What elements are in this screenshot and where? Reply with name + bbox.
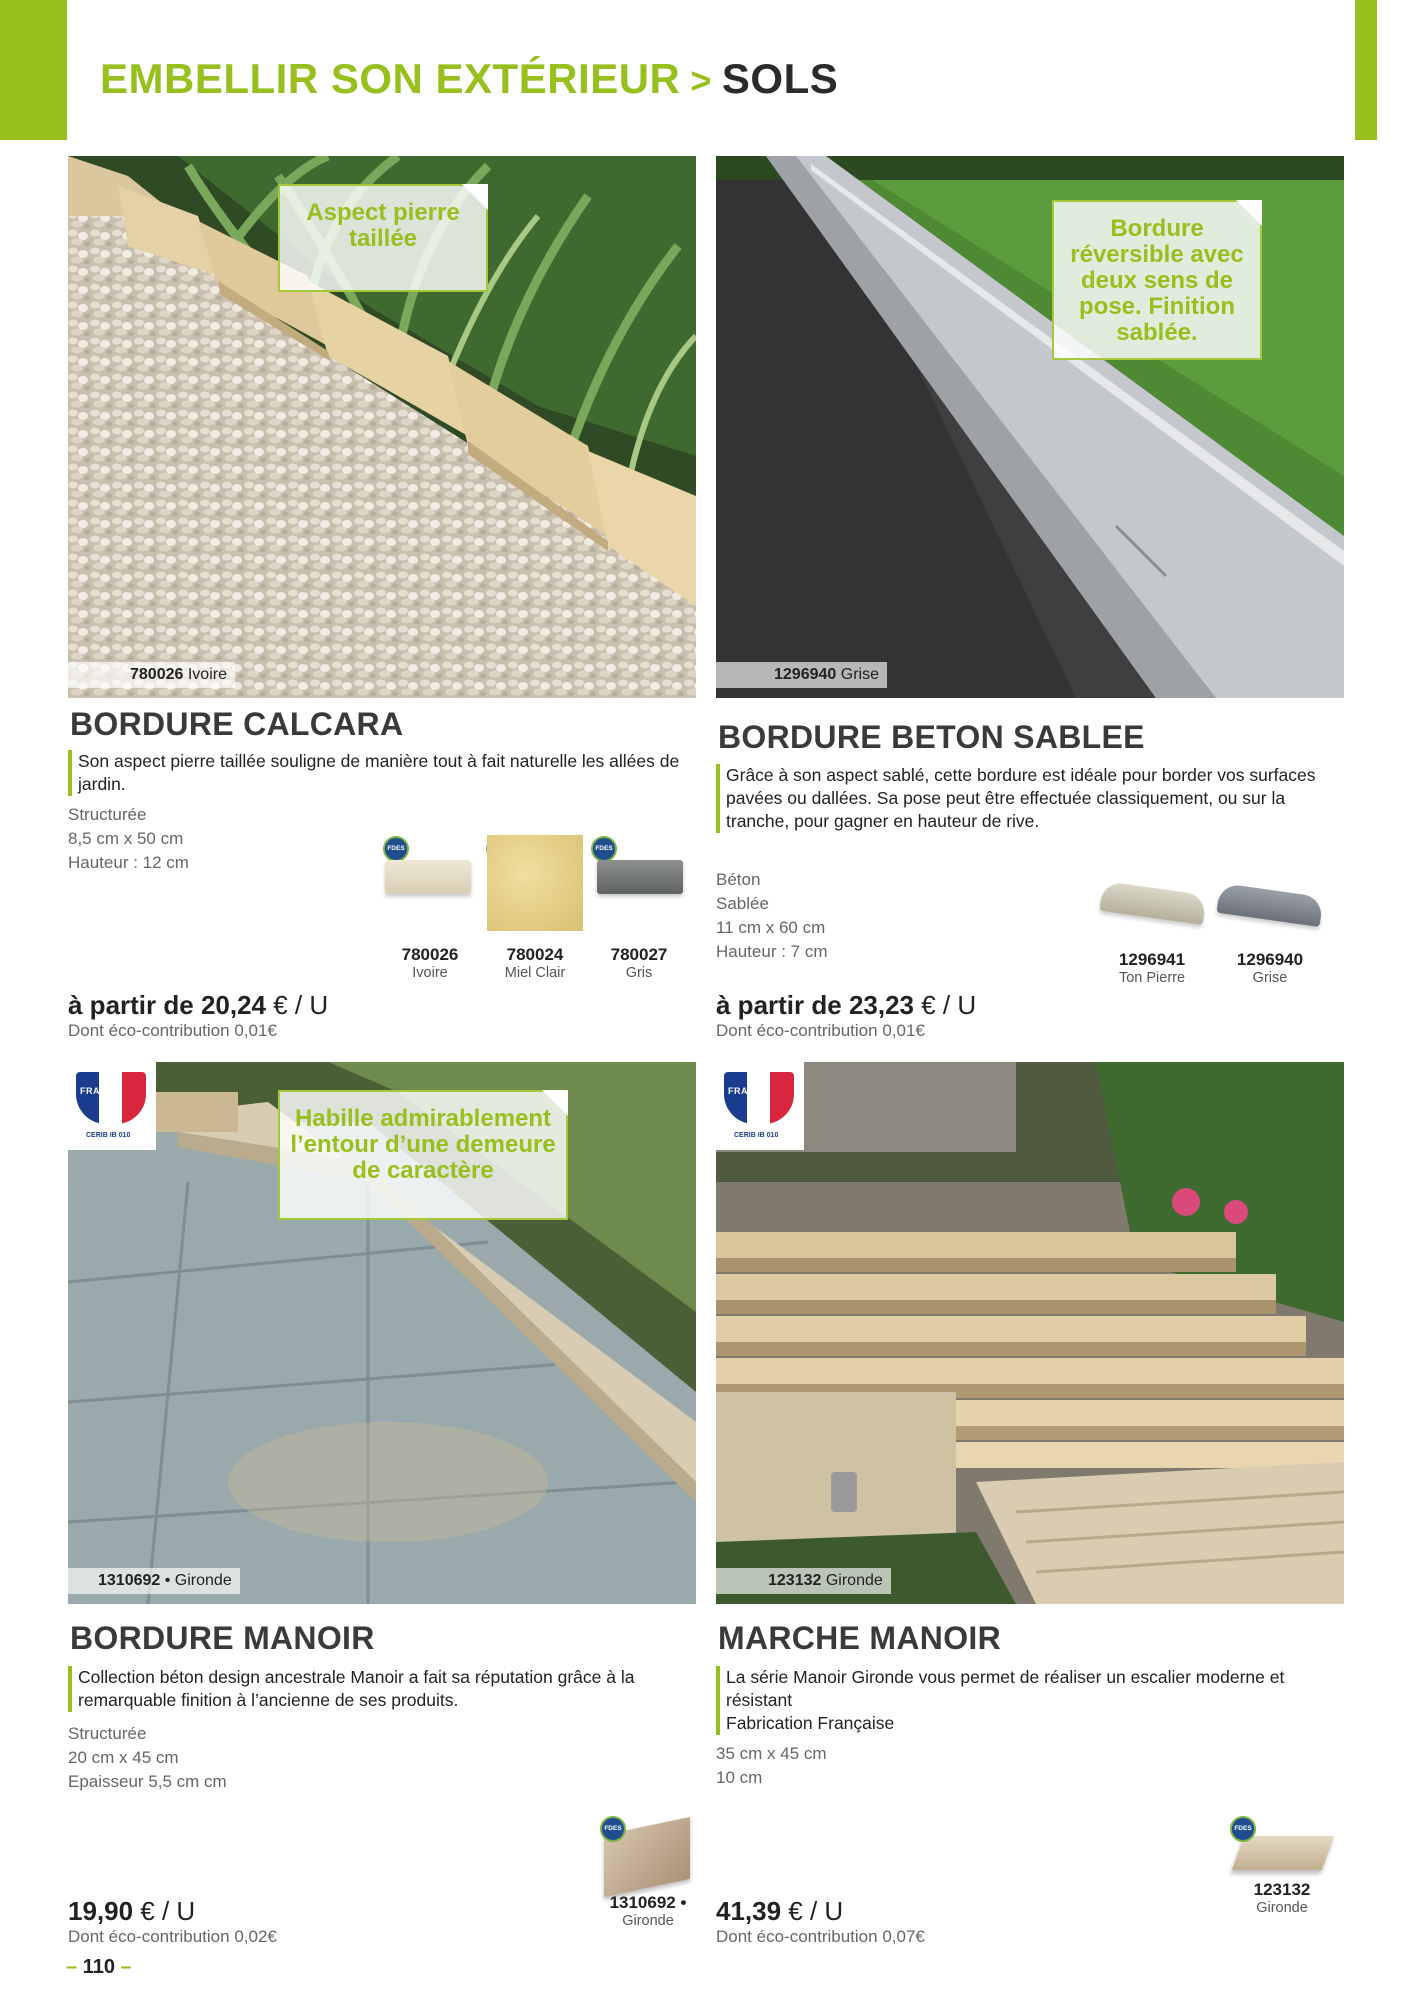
- photo-caption: [716, 1568, 891, 1594]
- variant-name: Miel Clair: [504, 965, 566, 981]
- variant-name: Grise: [1252, 970, 1288, 986]
- photo-variant: Gironde: [825, 1572, 883, 1589]
- fdes-icon: FDES: [600, 1816, 626, 1842]
- product-title: BORDURE BETON SABLEE: [718, 719, 1145, 755]
- france-label: FRANCE: [728, 1086, 769, 1096]
- variant-name: Ton Pierre: [1118, 970, 1186, 986]
- product-price: [716, 1896, 843, 1927]
- page-number-value: 110: [82, 1956, 115, 1978]
- description-origin: Fabrication Française: [726, 1713, 895, 1733]
- product-description: Son aspect pierre taillée souligne de manière tout à fait naturelle les allées de jardin.: [68, 750, 693, 796]
- fdes-icon: FDES: [383, 836, 409, 862]
- feature-badge: Habille admirablement l’entour d’une demeure de caractère: [278, 1090, 568, 1220]
- product-specs: [68, 803, 189, 875]
- spec-line: Hauteur : 12 cm: [68, 853, 189, 872]
- feature-badge: Aspect pierre taillée: [278, 184, 488, 292]
- price-unit: € / U: [266, 990, 329, 1020]
- page-title: [100, 55, 838, 103]
- description-text: La série Manoir Gironde vous permet de réaliser un escalier moderne et résistant: [726, 1667, 1285, 1710]
- photo-caption: [68, 662, 235, 688]
- france-flag-icon: [76, 1072, 146, 1124]
- price-unit: € / U: [914, 990, 977, 1020]
- photo-variant: Grise: [840, 666, 879, 683]
- variant-swatch-grise: [1216, 883, 1323, 927]
- eco-contribution: Dont éco-contribution 0,01€: [716, 1021, 925, 1040]
- spec-line: Structurée: [68, 805, 147, 824]
- spec-line: 8,5 cm x 50 cm: [68, 829, 184, 848]
- eco-contribution: Dont éco-contribution 0,02€: [68, 1927, 277, 1946]
- breadcrumb-separator: >: [690, 60, 712, 101]
- spec-line: Epaisseur 5,5 cm cm: [68, 1772, 227, 1791]
- spec-line: 10 cm: [716, 1768, 763, 1787]
- product-photo-beton-sablee: [716, 156, 1344, 698]
- product-specs: [716, 868, 828, 964]
- photo-variant: Ivoire: [187, 666, 227, 683]
- photo-code: 123132: [768, 1572, 822, 1589]
- france-cerib-logo: [68, 1062, 156, 1150]
- product-title: BORDURE CALCARA: [70, 706, 404, 742]
- spec-line: Béton: [716, 870, 761, 889]
- variant-name: Gris: [625, 965, 653, 981]
- spec-line: Structurée: [68, 1724, 147, 1743]
- product-title: BORDURE MANOIR: [70, 1620, 375, 1656]
- variant-code: 780027: [610, 945, 668, 964]
- variant-label: [490, 945, 580, 981]
- variant-code: 780026: [401, 945, 459, 964]
- fdes-icon: FDES: [591, 836, 617, 862]
- product-description: Collection béton design ancestrale Manoir a fait sa réputation grâce à la remarquable finition à l’ancienne de ses produits.: [68, 1666, 693, 1712]
- header-accent-right: [1355, 0, 1377, 140]
- page-number: [66, 1956, 132, 1979]
- photo-code: 780026: [130, 666, 184, 683]
- price-prefix: à partir de: [716, 990, 849, 1020]
- product-specs: [716, 1742, 827, 1790]
- product-title: MARCHE MANOIR: [718, 1620, 1001, 1656]
- variant-label: [388, 945, 472, 981]
- photo-caption: [68, 1568, 240, 1594]
- spec-line: Sablée: [716, 894, 769, 913]
- page-dash: –: [120, 1956, 132, 1978]
- product-price: [68, 1896, 195, 1927]
- variant-label: [1236, 1880, 1328, 1916]
- price-prefix: à partir de: [68, 990, 201, 1020]
- spec-line: 20 cm x 45 cm: [68, 1748, 179, 1767]
- steps-illustration: [716, 1062, 1344, 1604]
- variant-swatch-gris: [597, 860, 683, 894]
- variant-name: Gironde: [622, 1913, 674, 1929]
- price-value: 20,24: [200, 990, 267, 1020]
- variant-label: [600, 1893, 696, 1929]
- price-unit: € / U: [781, 1896, 844, 1926]
- variant-code: 1310692 •: [609, 1893, 687, 1912]
- price-unit: € / U: [133, 1896, 196, 1926]
- photo-caption: [716, 662, 887, 688]
- variant-label: [1224, 950, 1316, 986]
- variant-swatch-ton-pierre: [1099, 881, 1206, 925]
- cerib-label: CERIB IB 010: [86, 1132, 131, 1139]
- product-price: [716, 990, 976, 1021]
- variant-code: 1296941: [1118, 950, 1186, 969]
- photo-variant: • Gironde: [164, 1572, 232, 1589]
- variant-code: 780024: [506, 945, 564, 964]
- variant-swatch-miel-clair: [487, 835, 583, 931]
- spec-line: Hauteur : 7 cm: [716, 942, 828, 961]
- subsection-title: SOLS: [721, 55, 839, 102]
- eco-contribution: Dont éco-contribution 0,07€: [716, 1927, 925, 1946]
- variant-name: Ivoire: [412, 965, 448, 981]
- product-description: [716, 1666, 1336, 1735]
- eco-contribution: Dont éco-contribution 0,01€: [68, 1021, 277, 1040]
- variant-label: [597, 945, 681, 981]
- variant-name: Gironde: [1256, 1900, 1308, 1916]
- header-accent-left: [0, 0, 67, 140]
- product-description: Grâce à son aspect sablé, cette bordure est idéale pour border vos surfaces pavées ou dallées. Sa pose peut être effectuée classiquement, ou sur la tranche, pour gagner en hauteur de rive.: [716, 764, 1352, 833]
- variant-code: 123132: [1253, 1880, 1311, 1899]
- france-flag-icon: [724, 1072, 794, 1124]
- spec-line: 35 cm x 45 cm: [716, 1744, 827, 1763]
- feature-badge: Bordure réversible avec deux sens de pose. Finition sablée.: [1052, 200, 1262, 360]
- fdes-icon: FDES: [1230, 1816, 1256, 1842]
- photo-code: 1310692: [98, 1572, 161, 1589]
- page-dash: –: [66, 1956, 78, 1978]
- price-value: 23,23: [848, 990, 915, 1020]
- variant-swatch-ivoire: [385, 860, 471, 894]
- section-title: EMBELLIR SON EXTÉRIEUR: [100, 55, 681, 102]
- product-photo-bordure-manoir: [68, 1062, 696, 1604]
- price-value: 19,90: [68, 1896, 134, 1926]
- spec-line: 11 cm x 60 cm: [716, 918, 826, 937]
- france-cerib-logo: [716, 1062, 804, 1150]
- product-photo-marche-manoir: [716, 1062, 1344, 1604]
- product-photo-calcara: [68, 156, 696, 698]
- variant-label: [1106, 950, 1198, 986]
- photo-code: 1296940: [774, 666, 837, 683]
- france-label: FRANCE: [80, 1086, 121, 1096]
- product-price: [68, 990, 328, 1021]
- product-specs: [68, 1722, 227, 1794]
- price-value: 41,39: [716, 1896, 782, 1926]
- variant-code: 1296940: [1236, 950, 1304, 969]
- cerib-label: CERIB IB 010: [734, 1132, 779, 1139]
